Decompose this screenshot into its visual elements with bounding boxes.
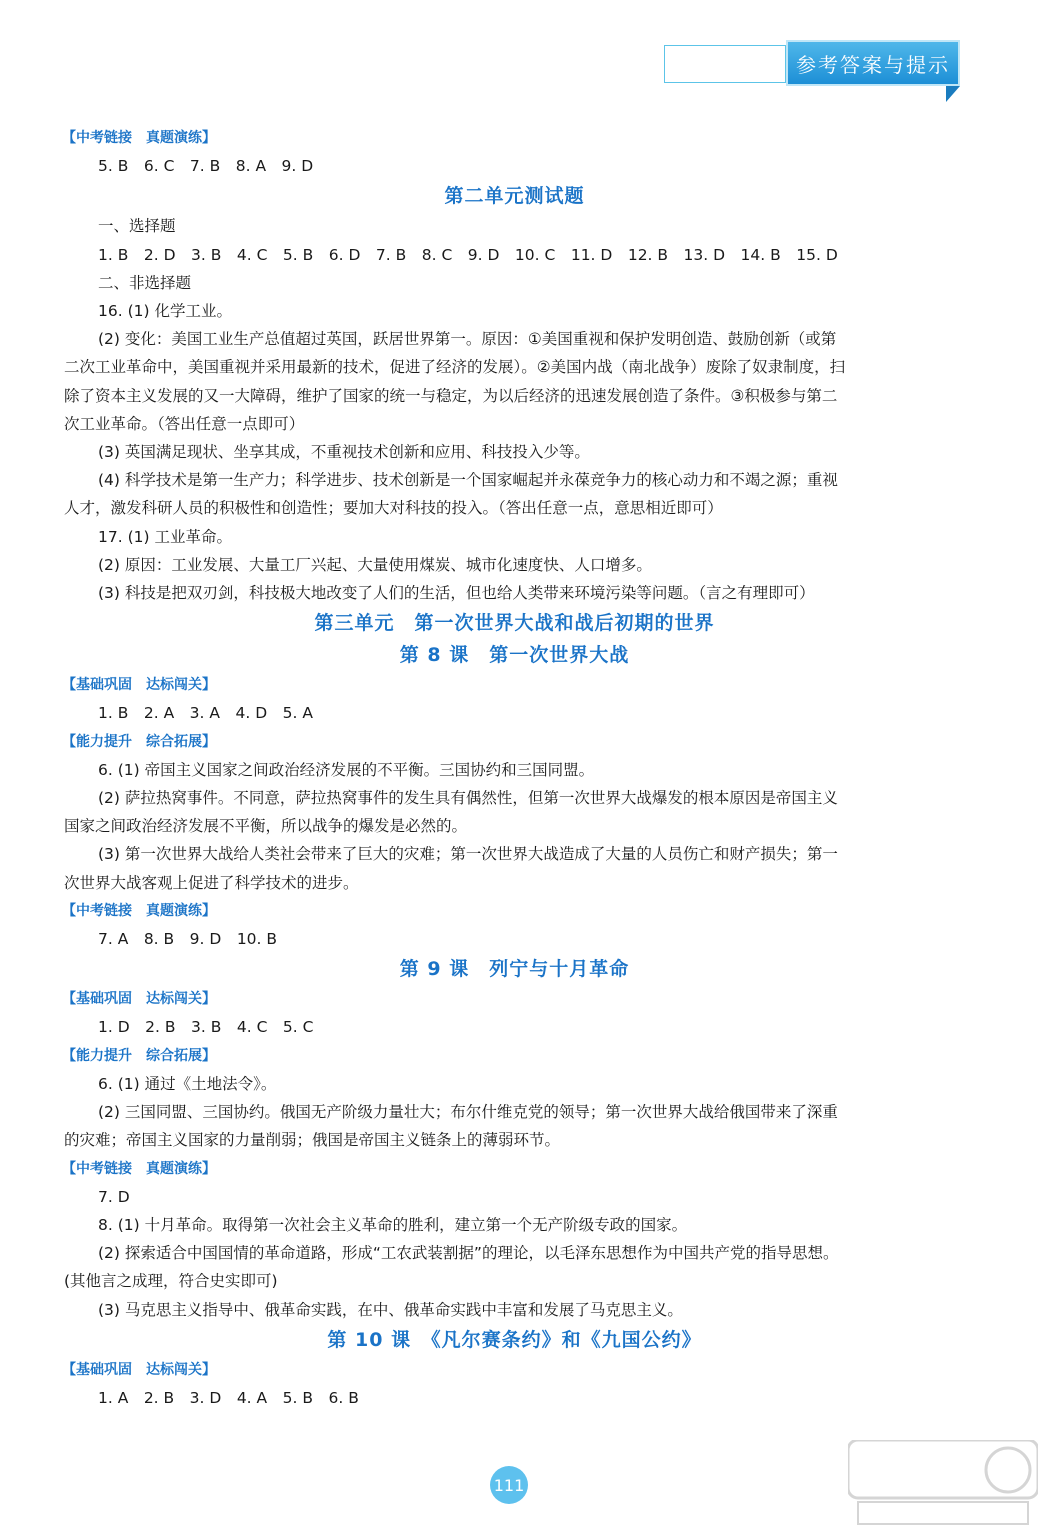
answer-line: (3) 第一次世界大战给人类社会带来了巨大的灾难；第一次世界大战造成了大量的人员伤亡和财产损失；第一 <box>98 845 838 864</box>
section-tag: 【基础巩固 达标闯关】 <box>62 1361 216 1378</box>
answer-line: (2) 探索适合中国国情的革命道路，形成“工农武装割据”的理论，以毛泽东思想作为中国共产党的指导思想。 <box>98 1244 839 1263</box>
answer-line: (2) 三国同盟、三国协约。俄国无产阶级力量壮大；布尔什维克党的领导；第一次世界大战给俄国带来了深重 <box>98 1103 838 1122</box>
section-tag: 【中考链接 真题演练】 <box>62 1160 216 1177</box>
answer-line: (4) 科学技术是第一生产力；科学进步、技术创新是一个国家崛起并永葆竞争力的核心动力和不竭之源；重视 <box>98 471 838 490</box>
answer-line: 除了资本主义发展的又一大障碍，维护了国家的统一与稳定，为以后经济的迅速发展创造了条件。③积极参与第二 <box>64 386 838 405</box>
answer-line: (3) 英国满足现状、坐享其成，不重视技术创新和应用、科技投入少等。 <box>98 443 590 462</box>
answer-line: (2) 原因：工业发展、大量工厂兴起、大量使用煤炭、城市化速度快、人口增多。 <box>98 555 652 574</box>
answer-line: 6. (1) 通过《土地法令》。 <box>98 1074 277 1093</box>
answer-line: 8. (1) 十月革命。取得第一次社会主义革命的胜利，建立第一个无产阶级专政的国家。 <box>98 1215 688 1234</box>
answer-line: 7. D <box>98 1187 130 1206</box>
answer-line: 人才，激发科研人员的积极性和创造性；要加大对科技的投入。（答出任意一点，意思相近即可） <box>64 499 723 518</box>
header-blank-box <box>664 45 786 83</box>
answer-line: (2) 萨拉热窝事件。不同意，萨拉热窝事件的发生具有偶然性，但第一次世界大战爆发的根本原因是帝国主义 <box>98 789 838 808</box>
answer-line: 的灾难；帝国主义国家的力量削弱；俄国是帝国主义链条上的薄弱环节。 <box>64 1131 561 1150</box>
answer-line: 次世界大战客观上促进了科学技术的进步。 <box>64 873 359 892</box>
header-tab <box>786 40 960 86</box>
answer-line: 1. B 2. A 3. A 4. D 5. A <box>98 704 313 723</box>
section-title: 第 10 课 《凡尔赛条约》和《九国公约》 <box>327 1328 702 1351</box>
answer-content <box>62 124 967 1412</box>
answer-line: 一、选择题 <box>98 217 176 236</box>
answer-line: 5. B 6. C 7. B 8. A 9. D <box>98 157 314 176</box>
section-tag: 【中考链接 真题演练】 <box>62 902 216 919</box>
header-fold-corner <box>946 86 960 102</box>
section-title: 第二单元测试题 <box>444 185 585 208</box>
section-title: 第 9 课 列宁与十月革命 <box>399 958 630 981</box>
answer-line: (3) 科技是把双刃剑，科技极大地改变了人们的生活，但也给人类带来环境污染等问题。（言之有理即可） <box>98 584 815 603</box>
section-tag: 【基础巩固 达标闯关】 <box>62 677 216 694</box>
answer-line: 次工业革命。（答出任意一点即可） <box>64 414 305 433</box>
answer-line: (3) 马克思主义指导中、俄革命实践，在中、俄革命实践中丰富和发展了马克思主义。 <box>98 1300 683 1319</box>
section-tag: 【能力提升 综合拓展】 <box>62 1047 216 1064</box>
answer-line: 17. (1) 工业革命。 <box>98 527 232 546</box>
watermark-logo <box>848 1440 1038 1530</box>
section-tag: 【能力提升 综合拓展】 <box>62 733 216 750</box>
answer-line: (2) 变化：美国工业生产总值超过英国，跃居世界第一。原因：①美国重视和保护发明创造、鼓励创新（或第 <box>98 330 837 349</box>
section-title: 第 8 课 第一次世界大战 <box>399 644 630 667</box>
answer-line: 国家之间政治经济发展不平衡，所以战争的爆发是必然的。 <box>64 817 468 836</box>
answer-line: 1. B 2. D 3. B 4. C 5. B 6. D 7. B 8. C 9. D 10. C 11. D 12. B 13. D 14. B 15. D <box>98 245 838 264</box>
answer-line: 7. A 8. B 9. D 10. B <box>98 930 278 949</box>
page-number: 111 <box>490 1466 528 1504</box>
section-tag: 【中考链接 真题演练】 <box>62 130 216 146</box>
section-tag: 【基础巩固 达标闯关】 <box>62 991 216 1008</box>
header-tab-label: 参考答案与提示 <box>796 52 950 77</box>
answer-line: (其他言之成理，符合史实即可) <box>64 1272 278 1291</box>
answer-line: 二、非选择题 <box>98 273 192 292</box>
answer-line: 1. A 2. B 3. D 4. A 5. B 6. B <box>98 1388 359 1407</box>
answer-line: 16. (1) 化学工业。 <box>98 302 232 321</box>
answer-line: 1. D 2. B 3. B 4. C 5. C <box>98 1018 314 1037</box>
section-title: 第三单元 第一次世界大战和战后初期的世界 <box>314 612 715 635</box>
answer-line: 6. (1) 帝国主义国家之间政治经济发展的不平衡。三国协约和三国同盟。 <box>98 760 595 779</box>
answer-line: 二次工业革命中，美国重视并采用最新的技术，促进了经济的发展）。②美国内战（南北战争）废除了奴隶制度，扫 <box>64 358 846 377</box>
